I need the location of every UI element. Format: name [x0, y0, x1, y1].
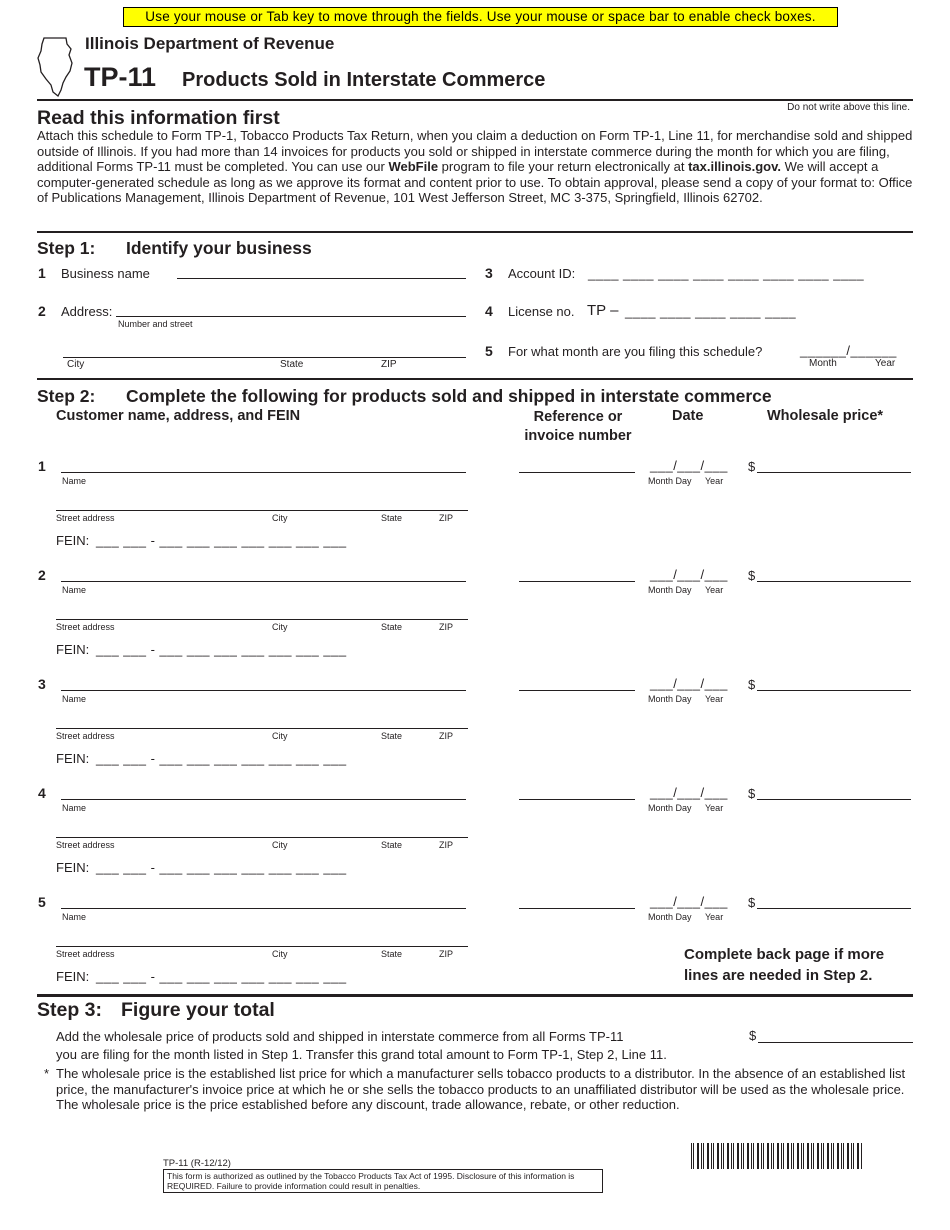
- date-field[interactable]: ___/___/___: [650, 458, 728, 473]
- barcode-bar: [813, 1143, 814, 1169]
- do-not-write-note: Do not write above this line.: [787, 102, 910, 113]
- barcode-bar: [861, 1143, 862, 1169]
- zip-caption: ZIP: [439, 622, 454, 632]
- barcode-bar: [807, 1143, 809, 1169]
- entry-number: 4: [38, 785, 46, 801]
- barcode-bar: [693, 1143, 694, 1169]
- wholesale-price-field[interactable]: [757, 799, 911, 800]
- barcode-bar: [843, 1143, 844, 1169]
- wholesale-price-field[interactable]: [757, 581, 911, 582]
- year-caption: Year: [875, 358, 896, 369]
- barcode-bar: [733, 1143, 734, 1169]
- step3-line-2: you are filing for the month listed in Step 1. Transfer this grand total amount to Form TP-1, Step 2, Line 11.: [56, 1047, 667, 1062]
- form-title: Products Sold in Interstate Commerce: [182, 69, 546, 91]
- city-caption: City: [67, 359, 85, 370]
- form-number: TP-11: [84, 62, 157, 92]
- name-caption: Name: [62, 585, 87, 595]
- account-id-field[interactable]: ____ ____ ____ ____ ____ ____ ____ ____: [588, 266, 865, 281]
- fein-field[interactable]: ___ ___ - ___ ___ ___ ___ ___ ___ ___: [96, 969, 347, 984]
- barcode-bar: [803, 1143, 804, 1169]
- barcode-bar: [781, 1143, 782, 1169]
- barcode-bar: [817, 1143, 819, 1169]
- street-caption: Street address: [56, 622, 115, 632]
- name-caption: Name: [62, 694, 87, 704]
- state-caption: State: [381, 731, 403, 741]
- customer-address-field[interactable]: [56, 510, 468, 511]
- dollar-sign: $: [748, 459, 756, 474]
- step2-label: Step 2:: [37, 386, 96, 406]
- step3-line-1: Add the wholesale price of products sold and shipped in interstate commerce from all Forms TP-11: [56, 1029, 624, 1044]
- customer-address-field[interactable]: [56, 728, 468, 729]
- customer-address-field[interactable]: [56, 837, 468, 838]
- wholesale-price-field[interactable]: [757, 472, 911, 473]
- barcode-bar: [857, 1143, 859, 1169]
- barcode-bar: [827, 1143, 829, 1169]
- street-caption: Street address: [56, 949, 115, 959]
- barcode-bar: [731, 1143, 732, 1169]
- month-day-caption: Month Day: [648, 803, 692, 813]
- year-caption: Year: [705, 803, 724, 813]
- customer-address-field[interactable]: [56, 946, 468, 947]
- zip-caption: ZIP: [381, 359, 397, 370]
- line-number: 5: [485, 343, 493, 359]
- date-field[interactable]: ___/___/___: [650, 676, 728, 691]
- department-name: Illinois Department of Revenue: [85, 34, 335, 53]
- barcode-bar: [697, 1143, 699, 1169]
- intro-heading: Read this information first: [37, 107, 280, 129]
- entry-number: 2: [38, 567, 46, 583]
- zip-caption: ZIP: [439, 840, 454, 850]
- name-caption: Name: [62, 912, 87, 922]
- year-caption: Year: [705, 585, 724, 595]
- barcode-bar: [751, 1143, 752, 1169]
- barcode-bar: [717, 1143, 719, 1169]
- barcode-bar: [787, 1143, 789, 1169]
- grand-total-field[interactable]: [758, 1042, 913, 1043]
- barcode-bar: [793, 1143, 794, 1169]
- line-number: 1: [38, 265, 46, 281]
- barcode-bar: [833, 1143, 834, 1169]
- line-number: 3: [485, 265, 493, 281]
- reference-number-field[interactable]: [519, 472, 635, 473]
- customer-column-header: Customer name, address, and FEIN: [56, 408, 301, 424]
- month-day-caption: Month Day: [648, 912, 692, 922]
- barcode-bar: [801, 1143, 802, 1169]
- account-id-label: Account ID:: [508, 266, 576, 281]
- year-caption: Year: [705, 476, 724, 486]
- step2-title: Complete the following for products sold and shipped in interstate commerce: [126, 386, 772, 406]
- name-caption: Name: [62, 803, 87, 813]
- entry-number: 5: [38, 894, 46, 910]
- barcode-bar: [711, 1143, 712, 1169]
- step3-title: Figure your total: [121, 999, 275, 1021]
- barcode-bar: [747, 1143, 749, 1169]
- webfile-link[interactable]: WebFile: [388, 159, 439, 174]
- barcode-bar: [713, 1143, 714, 1169]
- state-caption: State: [381, 622, 403, 632]
- fein-field[interactable]: ___ ___ - ___ ___ ___ ___ ___ ___ ___: [96, 642, 347, 657]
- fein-field[interactable]: ___ ___ - ___ ___ ___ ___ ___ ___ ___: [96, 860, 347, 875]
- business-name-label: Business name: [61, 266, 150, 281]
- street-caption: Street address: [56, 513, 115, 523]
- step1-title: Identify your business: [126, 238, 312, 258]
- state-caption: State: [381, 949, 403, 959]
- month-day-caption: Month Day: [648, 476, 692, 486]
- line-number: 4: [485, 303, 493, 319]
- barcode-bar: [721, 1143, 722, 1169]
- state-caption: State: [280, 359, 304, 370]
- date-column-header: Date: [672, 408, 704, 424]
- license-no-field[interactable]: ____ ____ ____ ____ ____: [625, 304, 797, 319]
- barcode-bar: [811, 1143, 812, 1169]
- number-street-caption: Number and street: [118, 319, 193, 329]
- website-link[interactable]: tax.illinois.gov.: [688, 159, 782, 174]
- barcode-bar: [703, 1143, 704, 1169]
- month-day-caption: Month Day: [648, 585, 692, 595]
- wholesale-price-footnote: The wholesale price is the established list price for which a manufacturer sells tobacco products to a distributor. In the absence of an established list price, the manufacturer's invoice price at which he or she sells the tobacco products to an unaffiliated distributor will be used as the wholesale price. The wholesale price is the price established before any discount, trade allowance, rebate, or other reduction.: [56, 1066, 906, 1112]
- entry-number: 3: [38, 676, 46, 692]
- entry-number: 1: [38, 458, 46, 474]
- street-field[interactable]: [116, 316, 466, 317]
- barcode-bar: [701, 1143, 702, 1169]
- fein-field[interactable]: ___ ___ - ___ ___ ___ ___ ___ ___ ___: [96, 533, 347, 548]
- state-caption: State: [381, 840, 403, 850]
- step3-label: Step 3:: [37, 999, 103, 1021]
- intro-paragraph: Attach this schedule to Form TP-1, Tobacco Products Tax Return, when you claim a deduction on Form TP-1, Line 11, for merchandise sold and shipped outside of Illinois. If you had more than 14 invoices for products you sold or shipped in interstate commerce during the month for which you are filing, additional Forms TP-11 must be completed. You can use our WebFile program to file your return electronically at tax.illinois.gov. We will accept a computer-generated schedule as long as we approve its format and content prior to use. To obtain approval, please send a copy of your format to: Office of Publications Management, Illinois Department of Revenue, 101 West Jefferson Street, MC 3-375, Springfield, Illinois 62702.: [37, 128, 913, 205]
- legal-notice: This form is authorized as outlined by the Tobacco Products Tax Act of 1995. Disclosure of this information is REQUIRED. Failure to provide information could result in penalties.: [163, 1169, 603, 1193]
- dollar-sign: $: [748, 786, 756, 801]
- wholesale-price-field[interactable]: [757, 690, 911, 691]
- barcode-bar: [741, 1143, 742, 1169]
- fein-label: FEIN:: [56, 751, 90, 766]
- business-name-field[interactable]: [177, 278, 466, 279]
- month-caption: Month: [809, 358, 837, 369]
- date-field[interactable]: ___/___/___: [650, 785, 728, 800]
- barcode-bar: [823, 1143, 824, 1169]
- city-caption: City: [272, 622, 288, 632]
- line-number: 2: [38, 303, 46, 319]
- barcode-bar: [851, 1143, 852, 1169]
- barcode-bar: [763, 1143, 764, 1169]
- wholesale-price-field[interactable]: [757, 908, 911, 909]
- fein-label: FEIN:: [56, 860, 90, 875]
- zip-caption: ZIP: [439, 513, 454, 523]
- city-caption: City: [272, 840, 288, 850]
- total-dollar-sign: $: [749, 1028, 757, 1043]
- street-caption: Street address: [56, 840, 115, 850]
- customer-name-field[interactable]: [61, 799, 466, 800]
- barcode: [690, 1143, 865, 1171]
- barcode-bar: [743, 1143, 744, 1169]
- step1-rule: [37, 231, 913, 233]
- tp-prefix: TP –: [587, 302, 619, 319]
- barcode-bar: [723, 1143, 724, 1169]
- dollar-sign: $: [748, 895, 756, 910]
- barcode-bar: [757, 1143, 759, 1169]
- barcode-bar: [797, 1143, 799, 1169]
- month-day-caption: Month Day: [648, 694, 692, 704]
- zip-caption: ZIP: [439, 731, 454, 741]
- barcode-bar: [761, 1143, 762, 1169]
- fein-field[interactable]: ___ ___ - ___ ___ ___ ___ ___ ___ ___: [96, 751, 347, 766]
- instruction-banner: Use your mouse or Tab key to move through the fields. Use your mouse or space bar to enable check boxes.: [123, 7, 838, 27]
- customer-name-field[interactable]: [61, 908, 466, 909]
- date-field[interactable]: ___/___/___: [650, 567, 728, 582]
- barcode-bar: [727, 1143, 729, 1169]
- header-rule: [37, 99, 913, 101]
- barcode-bar: [853, 1143, 854, 1169]
- barcode-bar: [791, 1143, 792, 1169]
- barcode-bar: [753, 1143, 754, 1169]
- footnote-asterisk: *: [44, 1066, 50, 1081]
- year-caption: Year: [705, 694, 724, 704]
- street-caption: Street address: [56, 731, 115, 741]
- barcode-bar: [841, 1143, 842, 1169]
- form-revision: TP-11 (R-12/12): [163, 1158, 231, 1169]
- city-caption: City: [272, 731, 288, 741]
- filing-month-field[interactable]: ______/______: [800, 343, 897, 358]
- barcode-bar: [783, 1143, 784, 1169]
- barcode-bar: [831, 1143, 832, 1169]
- filing-month-label: For what month are you filing this schedule?: [508, 344, 763, 359]
- customer-address-field[interactable]: [56, 619, 468, 620]
- zip-caption: ZIP: [439, 949, 454, 959]
- license-no-label: License no.: [508, 304, 575, 319]
- date-field[interactable]: ___/___/___: [650, 894, 728, 909]
- price-column-header: Wholesale price*: [767, 408, 884, 424]
- customer-name-field[interactable]: [61, 581, 466, 582]
- fein-label: FEIN:: [56, 969, 90, 984]
- barcode-bar: [773, 1143, 774, 1169]
- city-caption: City: [272, 949, 288, 959]
- barcode-bar: [737, 1143, 739, 1169]
- back-page-note: Complete back page if more lines are needed in Step 2.: [684, 946, 885, 984]
- customer-name-field[interactable]: [61, 690, 466, 691]
- illinois-map-icon: [36, 35, 78, 99]
- fein-label: FEIN:: [56, 533, 90, 548]
- step2-rule: [37, 378, 913, 380]
- reference-column-header: Reference or invoice number: [524, 409, 632, 444]
- dollar-sign: $: [748, 568, 756, 583]
- step3-rule: [37, 994, 913, 997]
- dollar-sign: $: [748, 677, 756, 692]
- barcode-bar: [821, 1143, 822, 1169]
- reference-number-field[interactable]: [519, 690, 635, 691]
- barcode-bar: [767, 1143, 769, 1169]
- fein-label: FEIN:: [56, 642, 90, 657]
- city-caption: City: [272, 513, 288, 523]
- barcode-bar: [847, 1143, 849, 1169]
- year-caption: Year: [705, 912, 724, 922]
- reference-number-field[interactable]: [519, 908, 635, 909]
- city-state-zip-field[interactable]: [63, 357, 466, 358]
- reference-number-field[interactable]: [519, 581, 635, 582]
- state-caption: State: [381, 513, 403, 523]
- barcode-bar: [771, 1143, 772, 1169]
- step1-label: Step 1:: [37, 238, 96, 258]
- barcode-bar: [837, 1143, 839, 1169]
- name-caption: Name: [62, 476, 87, 486]
- reference-number-field[interactable]: [519, 799, 635, 800]
- customer-name-field[interactable]: [61, 472, 466, 473]
- barcode-bar: [707, 1143, 709, 1169]
- address-label: Address:: [61, 304, 113, 319]
- barcode-bar: [777, 1143, 779, 1169]
- barcode-bar: [691, 1143, 692, 1169]
